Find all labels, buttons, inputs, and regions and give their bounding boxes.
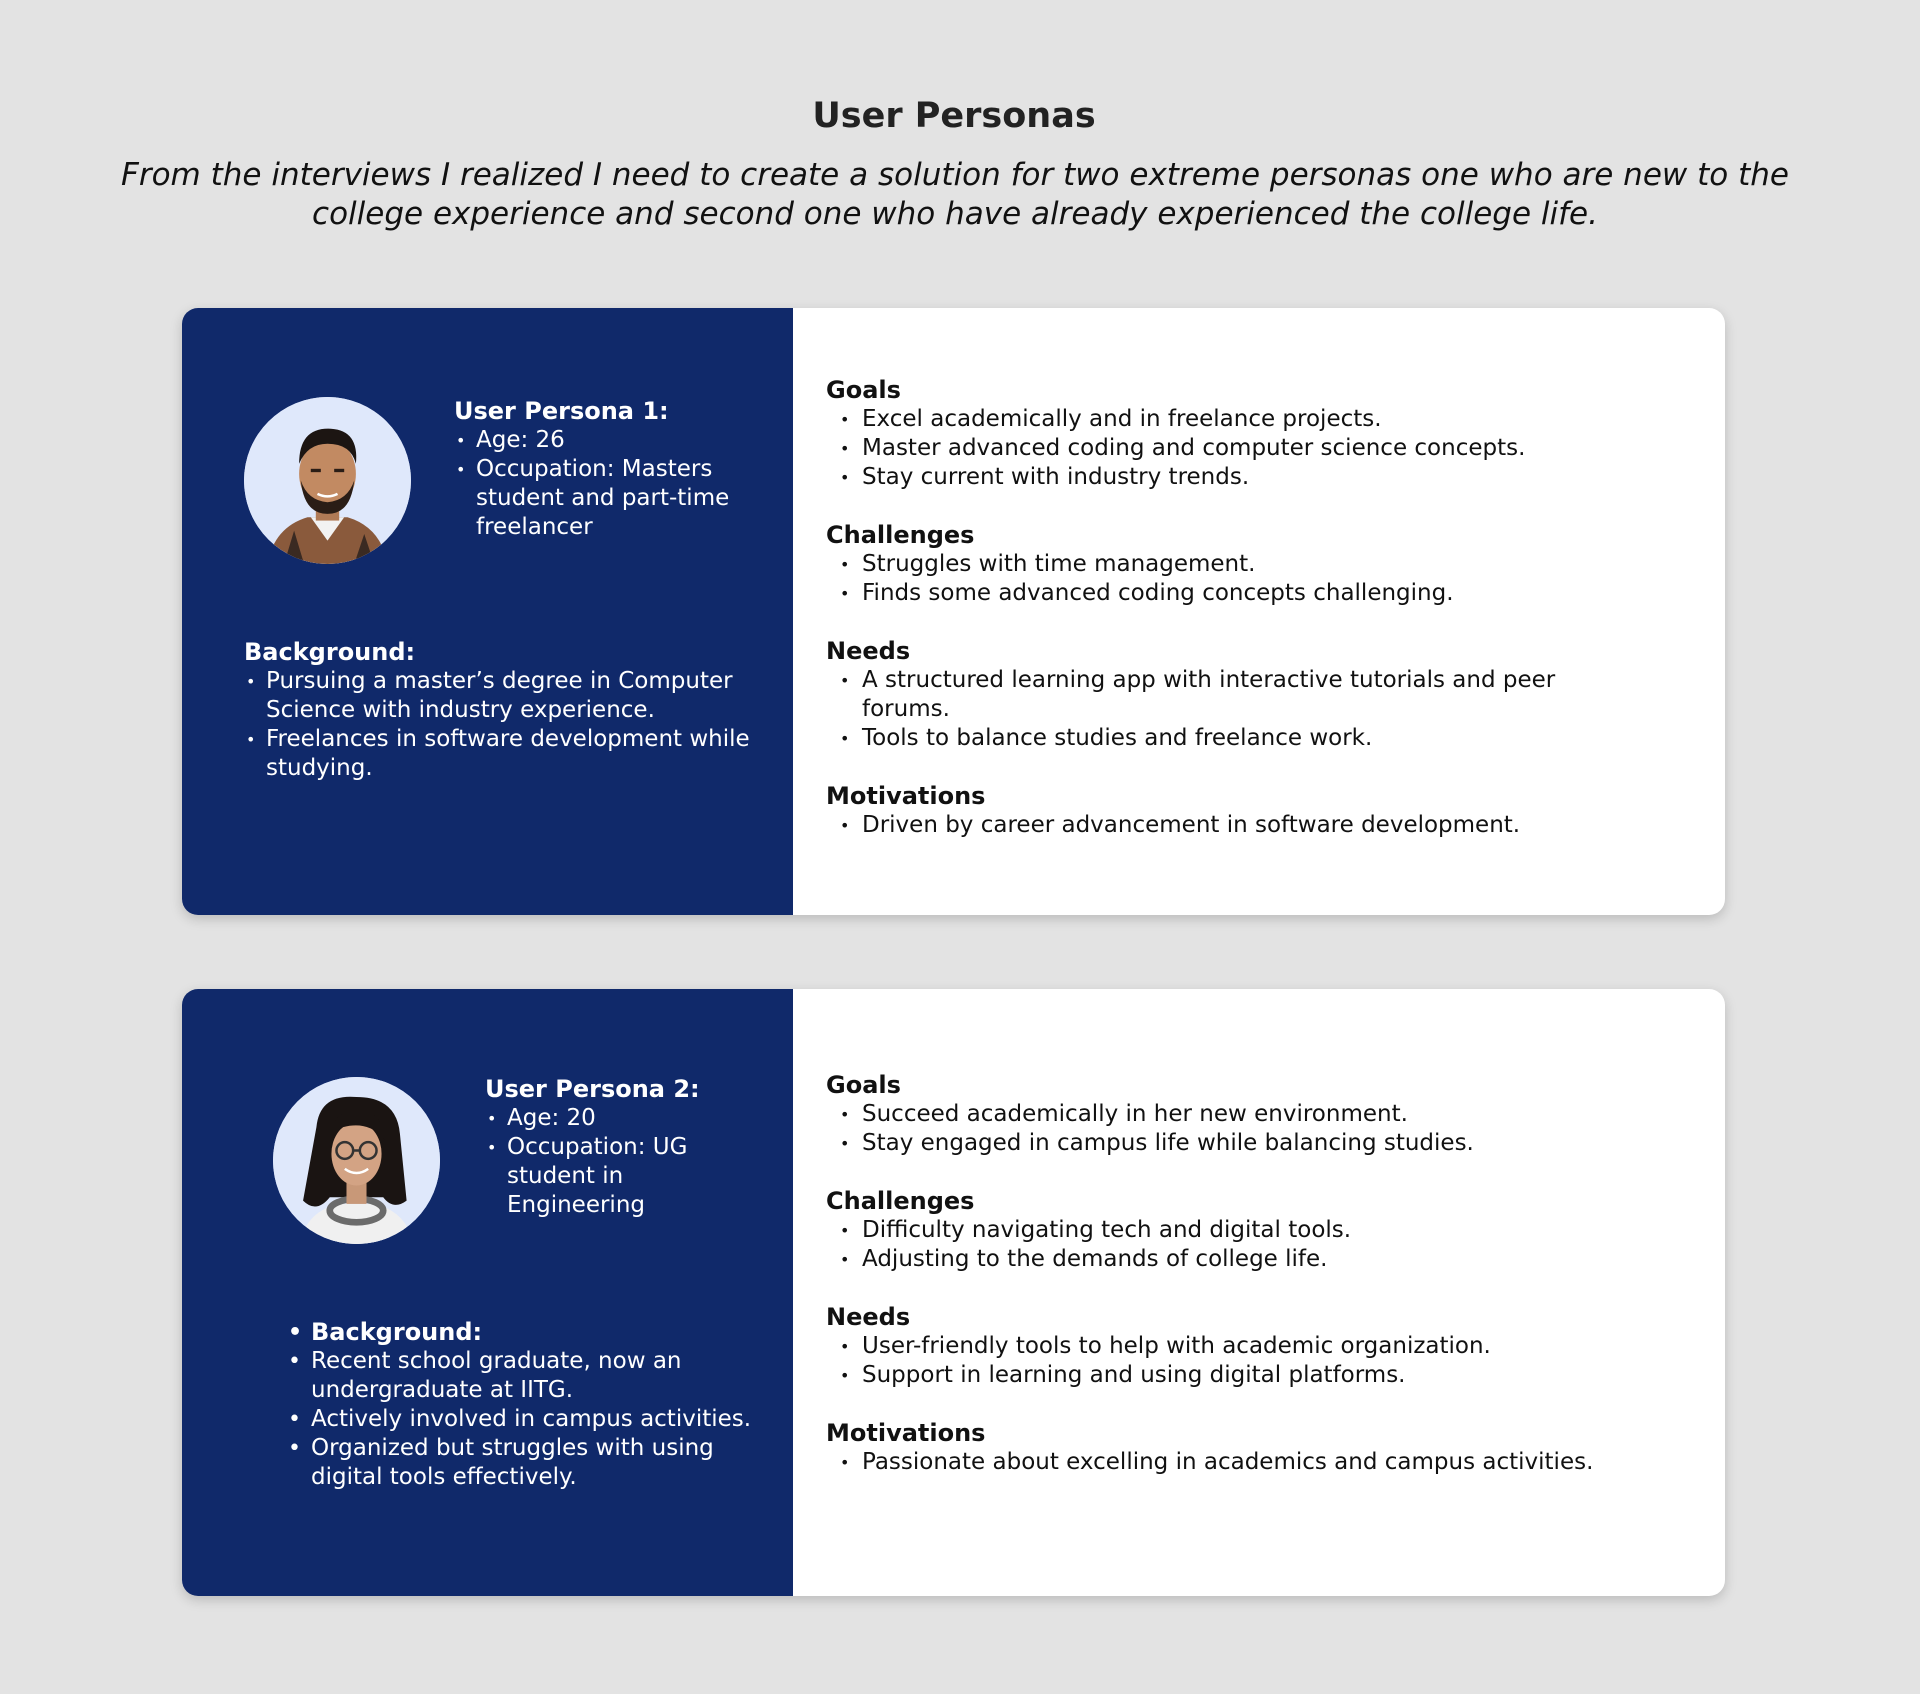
need-item: • A structured learning app with interactive tutorials and peer forums.: [826, 666, 1616, 724]
section-title: Goals: [826, 1071, 901, 1099]
challenge-item: • Adjusting to the demands of college life.: [826, 1245, 1686, 1274]
goal-item: • Succeed academically in her new environment.: [826, 1100, 1686, 1129]
need-item: • Support in learning and using digital platforms.: [826, 1361, 1686, 1390]
needs-section: [826, 637, 1686, 753]
persona-profile-panel: [182, 989, 793, 1596]
persona-age: • Age: 26: [454, 426, 754, 455]
section-title: Needs: [826, 1303, 911, 1331]
background-item: • Pursuing a master’s degree in Computer Science with industry experience.: [244, 667, 764, 725]
woman-portrait-icon: [273, 1077, 440, 1244]
persona-info: [485, 1075, 785, 1220]
goal-item: • Excel academically and in freelance projects.: [826, 405, 1686, 434]
needs-section: [826, 1303, 1686, 1390]
goal-item: • Master advanced coding and computer science concepts.: [826, 434, 1686, 463]
background-item: • Organized but struggles with using digital tools effectively.: [286, 1434, 776, 1492]
background-item: • Actively involved in campus activities.: [286, 1405, 776, 1434]
challenge-item: • Finds some advanced coding concepts challenging.: [826, 579, 1686, 608]
need-item: • Tools to balance studies and freelance work.: [826, 724, 1616, 753]
background-item: • Recent school graduate, now an undergraduate at IITG.: [286, 1347, 776, 1405]
section-title: Challenges: [826, 521, 975, 549]
persona-background: [244, 638, 764, 783]
page-subtitle: From the interviews I realized I need to create a solution for two extreme personas one who are new to the college experience and second one who have already experienced the college life.: [121, 157, 1789, 232]
persona-background: [286, 1318, 776, 1492]
background-title: • Background:: [286, 1318, 776, 1347]
motivations-section: [826, 782, 1686, 840]
page-title: User Personas: [812, 96, 1096, 136]
background-title: Background:: [244, 638, 416, 666]
motivation-item: • Passionate about excelling in academics and campus activities.: [826, 1448, 1686, 1477]
persona-profile-panel: [182, 308, 793, 915]
persona-occupation: • Occupation: Masters student and part-time freelancer: [454, 455, 754, 542]
persona-age: • Age: 20: [485, 1104, 785, 1133]
persona-title: User Persona 2:: [485, 1075, 700, 1103]
section-title: Motivations: [826, 782, 986, 810]
persona-title: User Persona 1:: [454, 397, 669, 425]
section-title: Motivations: [826, 1419, 986, 1447]
persona-occupation: • Occupation: UG student in Engineering: [485, 1133, 707, 1220]
need-item: • User-friendly tools to help with academic organization.: [826, 1332, 1686, 1361]
goal-item: • Stay current with industry trends.: [826, 463, 1686, 492]
persona-card-1: [182, 308, 1725, 915]
persona-info: [454, 397, 754, 542]
motivations-section: [826, 1419, 1686, 1477]
persona-card-2: [182, 989, 1725, 1596]
challenges-section: [826, 1187, 1686, 1274]
challenges-section: [826, 521, 1686, 608]
section-title: Needs: [826, 637, 911, 665]
section-title: Challenges: [826, 1187, 975, 1215]
motivation-item: • Driven by career advancement in software development.: [826, 811, 1686, 840]
goal-item: • Stay engaged in campus life while balancing studies.: [826, 1129, 1686, 1158]
goals-section: [826, 1071, 1686, 1158]
man-portrait-icon: [244, 397, 411, 564]
background-item: • Freelances in software development while studying.: [244, 725, 764, 783]
challenge-item: • Struggles with time management.: [826, 550, 1686, 579]
section-title: Goals: [826, 376, 901, 404]
challenge-item: • Difficulty navigating tech and digital tools.: [826, 1216, 1686, 1245]
goals-section: [826, 376, 1686, 492]
